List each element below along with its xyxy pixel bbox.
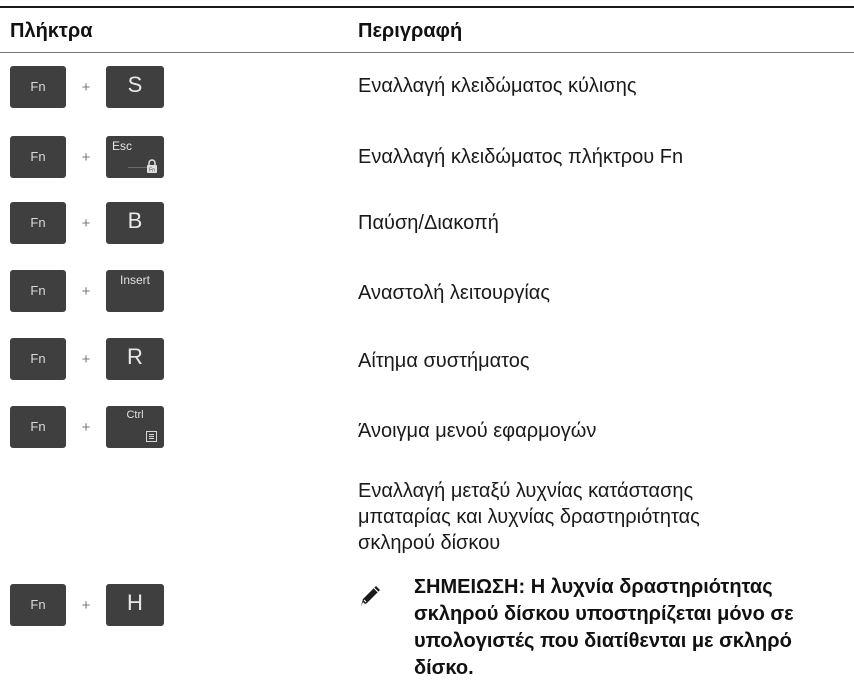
h-key xyxy=(106,584,164,626)
key-label: Fn xyxy=(30,149,46,164)
lock-fn-label: Fn xyxy=(149,167,155,173)
pencil-note-icon xyxy=(358,582,384,608)
key-combo xyxy=(10,338,164,380)
row-description: Εναλλαγή κλειδώματος πλήκτρου Fn xyxy=(358,146,684,168)
table-row xyxy=(0,266,854,318)
row-description: Αίτημα συστήματος xyxy=(358,350,530,372)
plus-sign: + xyxy=(81,148,91,166)
key-label: B xyxy=(127,208,143,233)
s-key xyxy=(106,66,164,108)
key-label: S xyxy=(127,72,143,97)
note-box xyxy=(358,574,848,684)
key-label: R xyxy=(127,344,143,369)
key-label: Fn xyxy=(30,351,46,366)
lock-icon xyxy=(146,159,158,173)
key-label: Insert xyxy=(119,273,150,287)
fn-key xyxy=(10,406,66,448)
plus-sign: + xyxy=(81,350,91,368)
key-label: Esc xyxy=(112,139,133,153)
insert-key xyxy=(106,270,164,312)
plus-sign: + xyxy=(81,596,91,614)
fn-key xyxy=(10,136,66,178)
table-row xyxy=(0,470,854,685)
key-label: Fn xyxy=(30,215,46,230)
r-key xyxy=(106,338,164,380)
key-combo xyxy=(10,406,164,448)
table-row xyxy=(0,62,854,112)
fn-key xyxy=(10,270,66,312)
header-rule xyxy=(0,52,854,53)
header-description: Περιγραφή xyxy=(358,20,463,42)
fn-key xyxy=(10,338,66,380)
key-label: Fn xyxy=(30,79,46,94)
key-divider xyxy=(128,167,148,168)
table-row xyxy=(0,404,854,458)
table-header xyxy=(0,14,854,50)
plus-sign: + xyxy=(81,78,91,96)
top-rule xyxy=(0,6,854,8)
row-description: Εναλλαγή κλειδώματος κύλισης xyxy=(358,75,637,97)
header-keys: Πλήκτρα xyxy=(10,20,93,42)
key-label: Fn xyxy=(30,283,46,298)
plus-sign: + xyxy=(81,418,91,436)
key-label: Fn xyxy=(30,597,46,612)
table-row xyxy=(0,336,854,386)
key-combo xyxy=(10,584,164,626)
ctrl-menu-key xyxy=(106,406,164,448)
row-description: Εναλλαγή μεταξύ λυχνίας κατάστασης μπαταρίας και λυχνίας δραστηριότητας σκληρού δίσκου xyxy=(358,480,700,554)
key-label: H xyxy=(127,590,143,615)
b-key xyxy=(106,202,164,244)
plus-sign: + xyxy=(81,214,91,232)
key-combo xyxy=(10,66,164,108)
menu-icon xyxy=(146,431,157,442)
esc-key xyxy=(106,136,164,178)
table-row xyxy=(0,130,854,182)
note-text: ΣΗΜΕΙΩΣΗ: Η λυχνία δραστηριότητας σκληρού δίσκου υποστηρίζεται μόνο σε υπολογιστές που διατίθενται με σκληρό δίσκο. xyxy=(414,576,794,679)
fn-key xyxy=(10,202,66,244)
row-description: Παύση/Διακοπή xyxy=(358,212,499,234)
table-row xyxy=(0,198,854,248)
row-description: Άνοιγμα μενού εφαρμογών xyxy=(358,420,597,442)
key-label: Ctrl xyxy=(126,409,144,421)
fn-key xyxy=(10,66,66,108)
plus-sign: + xyxy=(81,282,91,300)
key-combo xyxy=(10,202,164,244)
key-label: Fn xyxy=(30,419,46,434)
key-combo xyxy=(10,270,164,312)
row-description: Αναστολή λειτουργίας xyxy=(358,282,550,304)
key-combo xyxy=(10,136,164,178)
fn-key xyxy=(10,584,66,626)
